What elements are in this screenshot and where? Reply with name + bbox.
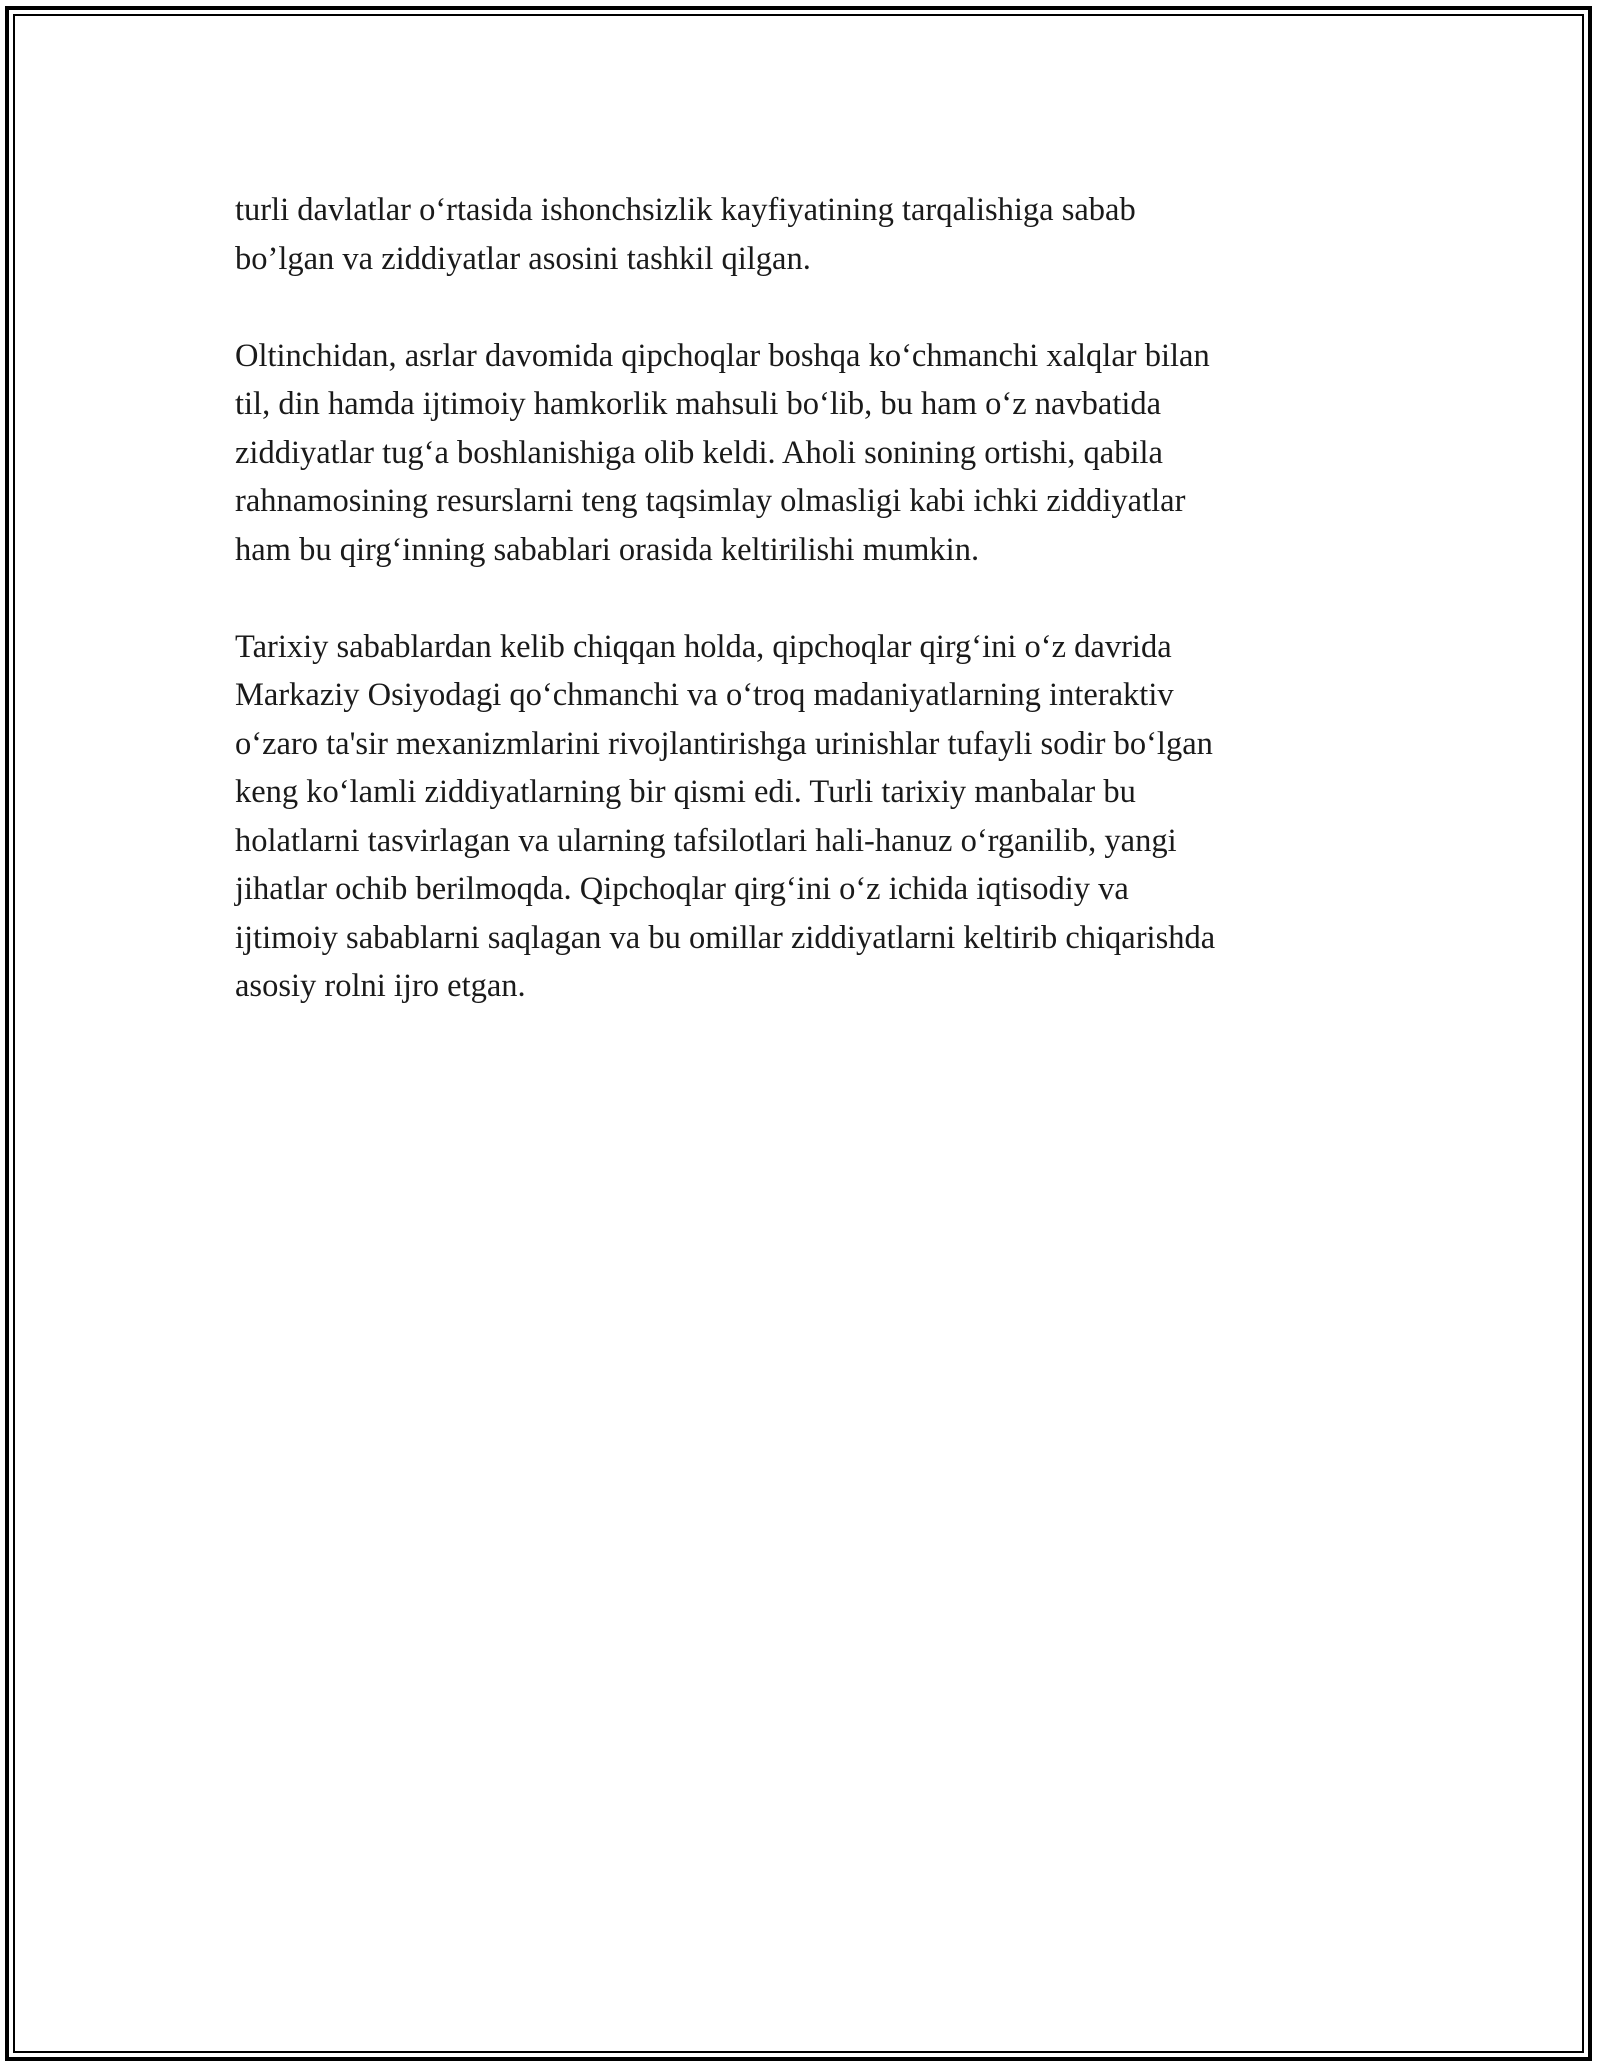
text-line: rahnamosining resurslarni teng taqsimlay olmasligi kabi ichki ziddiyatlar [235,483,1186,519]
document-body [235,186,1365,1059]
paragraph-2 [235,332,1365,575]
text-line: ziddiyatlar tug‘a boshlanishiga olib keldi. Aholi sonining ortishi, qabila [235,434,1163,471]
text-line: Tarixiy sabablardan kelib chiqqan holda, qipchoqlar qirg‘ini o‘z davrida [235,628,1172,665]
text-line: Markaziy Osiyodagi qo‘chmanchi va o‘troq madaniyatlarning interaktiv [235,677,1174,713]
text-line: turli davlatlar o‘rtasida ishonchsizlik kayfiyatining tarqalishiga sabab [235,192,1136,228]
paragraph-3 [235,623,1365,1011]
text-line: bo’lgan va ziddiyatlar asosini tashkil qilgan. [235,240,811,277]
text-line: keng ko‘lamli ziddiyatlarning bir qismi edi. Turli tarixiy manbalar bu [235,774,1136,810]
text-line: Oltinchidan, asrlar davomida qipchoqlar boshqa ko‘chmanchi xalqlar bilan [235,337,1210,374]
text-line: til, din hamda ijtimoiy hamkorlik mahsuli bo‘lib, bu ham o‘z navbatida [235,386,1162,422]
paragraph-1 [235,186,1365,283]
text-line: ijtimoiy sabablarni saqlagan va bu omillar ziddiyatlarni keltirib chiqarishda [235,919,1216,956]
text-line: ham bu qirg‘inning sabablari orasida keltirilishi mumkin. [235,531,980,568]
text-line: holatlarni tasvirlagan va ularning tafsilotlari hali-hanuz o‘rganilib, yangi [235,822,1177,859]
text-line: jihatlar ochib berilmoqda. Qipchoqlar qirg‘ini o‘z ichida iqtisodiy va [235,871,1129,907]
text-line: asosiy rolni ijro etgan. [235,968,526,1004]
text-line: o‘zaro ta'sir mexanizmlarini rivojlantirishga urinishlar tufayli sodir bo‘lgan [235,725,1213,762]
